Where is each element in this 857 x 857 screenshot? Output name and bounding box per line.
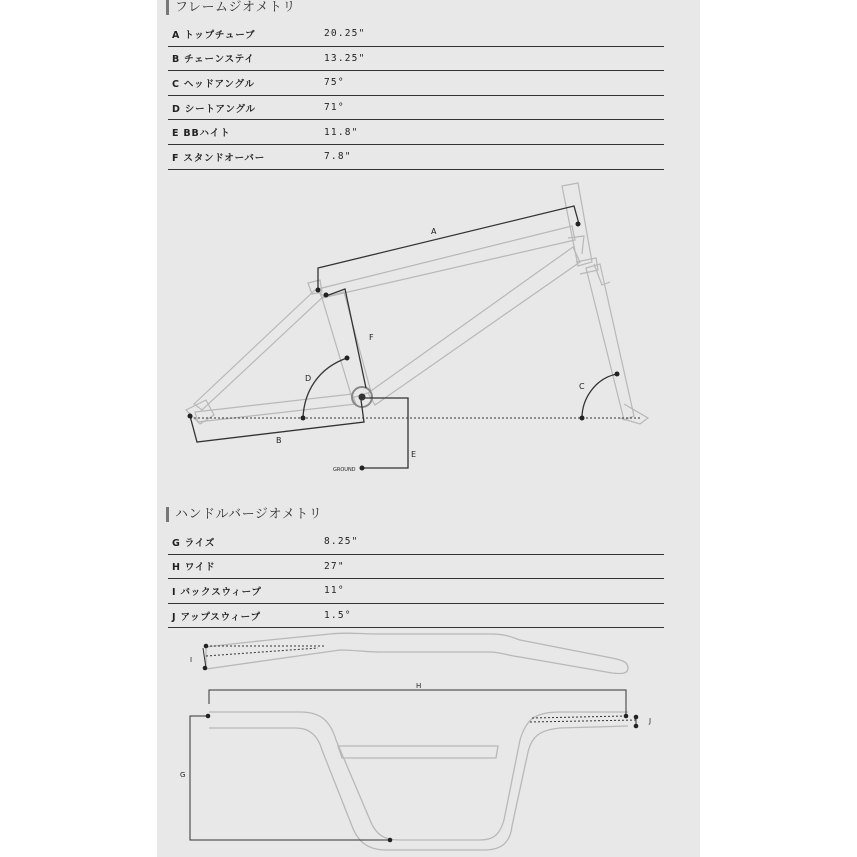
handlebar-front-view <box>209 712 628 850</box>
upsweep-reference-line <box>532 716 626 718</box>
handlebar-top-view <box>206 633 628 673</box>
row-label: C ヘッドアングル <box>172 78 255 90</box>
row-label: E BBハイト <box>172 128 231 140</box>
row-value: 13.25" <box>324 52 366 64</box>
row-value: 27" <box>324 560 345 572</box>
frame-geometry-title: フレームジオメトリ <box>166 0 296 15</box>
row-label: D シートアングル <box>172 103 256 115</box>
label-c: C <box>579 382 585 391</box>
dimension-line-f <box>326 289 366 388</box>
label-h: H <box>416 682 422 690</box>
label-a: A <box>431 227 437 236</box>
label-i: I <box>190 656 193 664</box>
dimension-line-g <box>190 716 390 840</box>
row-label: J アップスウィープ <box>172 611 261 623</box>
label-g: G <box>180 771 186 779</box>
row-value: 8.25" <box>324 536 359 548</box>
label-b: B <box>276 436 282 445</box>
row-label: F スタンドオーバー <box>172 152 266 164</box>
row-label: B チェーンステイ <box>172 54 255 66</box>
row-value: 11° <box>324 585 345 597</box>
dimension-line-e <box>362 398 408 468</box>
handlebar-geometry-title: ハンドルバージオメトリ <box>166 507 322 522</box>
dimension-arc-c <box>582 374 617 418</box>
row-value: 75° <box>324 77 345 89</box>
row-value: 7.8" <box>324 151 352 163</box>
row-label: G ライズ <box>172 537 216 549</box>
row-value: 71° <box>324 102 345 114</box>
row-label: I バックスウィープ <box>172 586 262 598</box>
label-d: D <box>305 374 312 383</box>
row-label: H ワイド <box>172 562 216 574</box>
label-j: J <box>649 717 652 725</box>
row-label: A トップチューブ <box>172 29 256 41</box>
row-value: 20.25" <box>324 28 366 40</box>
label-ground: GROUND <box>333 467 356 473</box>
row-value: 1.5° <box>324 610 352 622</box>
label-f: F <box>369 333 374 342</box>
label-e: E <box>411 450 417 459</box>
row-value: 11.8" <box>324 126 359 138</box>
bottom-bracket-dot <box>359 394 366 401</box>
